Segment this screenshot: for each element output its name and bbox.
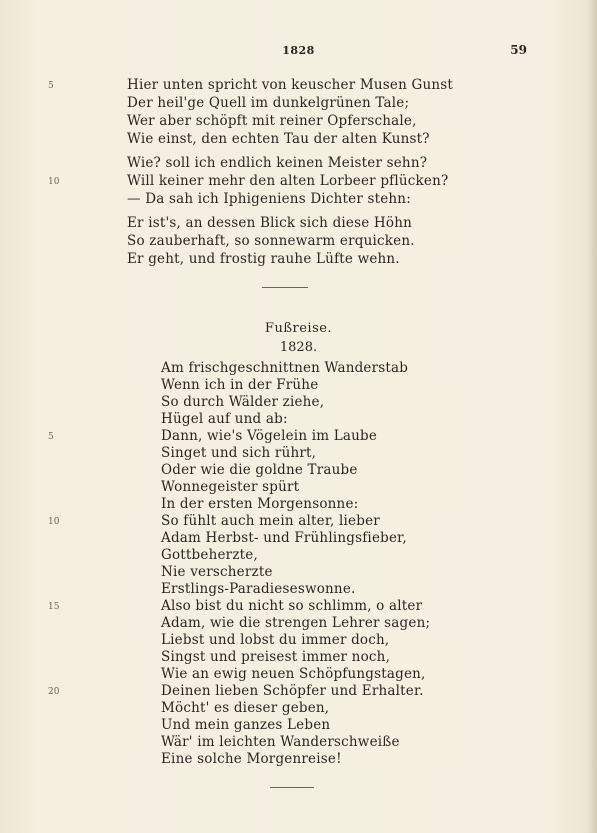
verse-line: So durch Wälder ziehe, bbox=[161, 394, 325, 410]
verse-line: Singst und preisest immer noch, bbox=[161, 649, 391, 665]
verse-line: Eine solche Morgenreise! bbox=[161, 751, 342, 767]
verse-line: Am frischgeschnittnen Wanderstab bbox=[161, 360, 409, 376]
line-number: 5 bbox=[48, 81, 54, 91]
verse-line: Und mein ganzes Leben bbox=[161, 717, 331, 733]
verse-line: — Da sah ich Iphigeniens Dichter stehn: bbox=[127, 191, 411, 207]
line-number: 5 bbox=[48, 432, 54, 442]
verse-line: Erstlings-Paradieseswonne. bbox=[161, 581, 356, 597]
verse-line: Möcht' es dieser geben, bbox=[161, 700, 330, 716]
verse-line: Er ist's, an dessen Blick sich diese Höhn bbox=[127, 215, 413, 231]
verse-line: Oder wie die goldne Traube bbox=[161, 462, 358, 478]
section-divider bbox=[262, 287, 308, 288]
verse-line: Wie an ewig neuen Schöpfungstagen, bbox=[161, 666, 426, 682]
verse-line: Wär' im leichten Wanderschweiße bbox=[161, 734, 400, 750]
verse-line: Nie verscherzte bbox=[161, 564, 273, 580]
verse-line: Also bist du nicht so schlimm, o alter bbox=[161, 598, 423, 614]
line-number: 15 bbox=[48, 602, 60, 612]
verse-line: Der heil'ge Quell im dunkelgrünen Tale; bbox=[127, 95, 410, 111]
line-number: 10 bbox=[48, 517, 60, 527]
line-number: 10 bbox=[48, 177, 60, 187]
page-number: 59 bbox=[510, 43, 527, 57]
page-edge-shadow bbox=[587, 0, 597, 833]
verse-line: Hügel auf und ab: bbox=[161, 411, 288, 427]
verse-line: So zauberhaft, so sonnewarm erquicken. bbox=[127, 233, 415, 249]
verse-line: Gottbeherzte, bbox=[161, 547, 258, 563]
verse-line: In der ersten Morgensonne: bbox=[161, 496, 359, 512]
poem-year: 1828. bbox=[279, 340, 318, 355]
verse-line: Wer aber schöpft mit reiner Opferschale, bbox=[127, 113, 417, 129]
verse-line: Hier unten spricht von keuscher Musen Gunst bbox=[127, 77, 453, 93]
verse-line: Liebst und lobst du immer doch, bbox=[161, 632, 390, 648]
verse-line: Wie einst, den echten Tau der alten Kunst? bbox=[127, 131, 430, 147]
verse-line: So fühlt auch mein alter, lieber bbox=[161, 513, 380, 529]
section-divider bbox=[270, 787, 314, 788]
verse-line: Will keiner mehr den alten Lorbeer pflücken? bbox=[127, 173, 449, 189]
running-header-year: 1828 bbox=[282, 44, 315, 57]
verse-line: Dann, wie's Vögelein im Laube bbox=[161, 428, 378, 444]
verse-line: Adam Herbst- und Frühlingsfieber, bbox=[161, 530, 407, 546]
poem-title: Fußreise. bbox=[264, 321, 333, 336]
verse-line: Wie? soll ich endlich keinen Meister sehn? bbox=[127, 155, 428, 171]
verse-line: Deinen lieben Schöpfer und Erhalter. bbox=[161, 683, 424, 699]
line-number: 20 bbox=[48, 687, 60, 697]
verse-line: Er geht, und frostig rauhe Lüfte wehn. bbox=[127, 251, 400, 267]
verse-line: Wonnegeister spürt bbox=[161, 479, 300, 495]
verse-line: Adam, wie die strengen Lehrer sagen; bbox=[161, 615, 431, 631]
verse-line: Singet und sich rührt, bbox=[161, 445, 317, 461]
verse-line: Wenn ich in der Frühe bbox=[161, 377, 319, 393]
